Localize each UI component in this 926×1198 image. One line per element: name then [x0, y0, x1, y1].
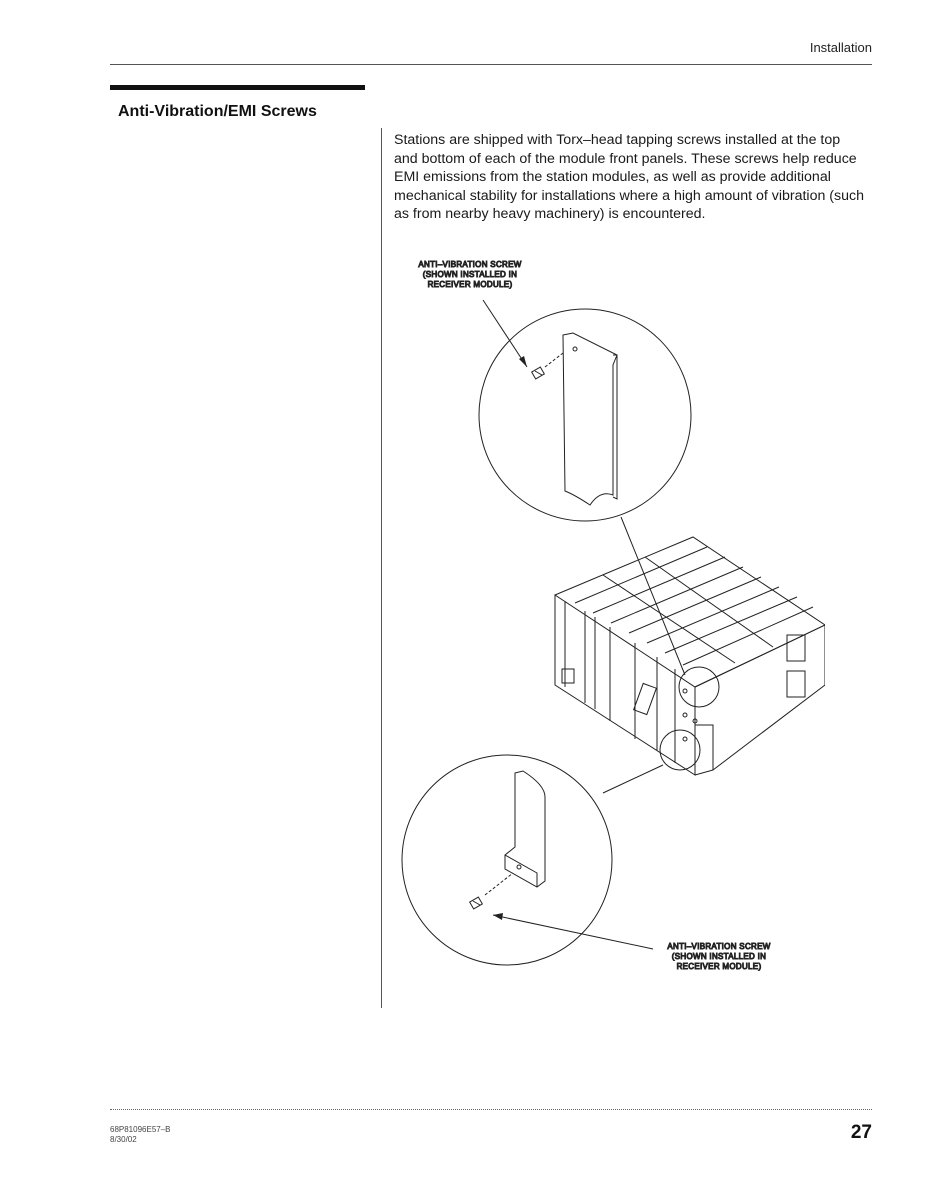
top-detail-circle: [479, 309, 691, 521]
column-divider: [381, 128, 382, 1008]
bottom-detail-screw-path: [485, 873, 513, 895]
bottom-screw-icon: [470, 897, 483, 909]
doc-date: 8/30/02: [110, 1135, 137, 1144]
top-detail-panel-edge: [613, 355, 617, 499]
doc-number: 68P81096E57–B: [110, 1125, 171, 1134]
body-paragraph: Stations are shipped with Torx–head tapping screws installed at the top and bottom of each of the module front panels. These screws help reduce EMI emissions from the station modules, as well as provide additional mechanical stability for installations where a high amount of vibration (such as from nearby heavy machinery) is encountered.: [394, 132, 865, 222]
callout-top-line-3: RECEIVER MODULE): [427, 280, 513, 289]
callout-bottom-line-3: RECEIVER MODULE): [676, 962, 762, 971]
callout-bottom-leader: [493, 915, 653, 949]
top-screw-icon: [532, 367, 545, 379]
callout-bottom-line-2: (SHOWN INSTALLED IN: [671, 952, 767, 961]
bottom-connector-line: [603, 765, 663, 793]
top-detail-screw-path: [545, 353, 563, 367]
rack-top-screw-marker: [679, 667, 719, 707]
bottom-detail-screw-hole: [517, 865, 521, 869]
top-detail-screw-hole: [573, 347, 577, 351]
anti-vibration-screw-figure: [395, 255, 825, 985]
callout-top-leader: [483, 300, 527, 367]
callout-bottom-arrowhead: [493, 913, 503, 920]
header-rule: [110, 64, 872, 65]
section-bar: [110, 85, 365, 90]
page-number: 27: [850, 1122, 872, 1143]
callout-bottom-line-1: ANTI–VIBRATION SCREW: [667, 942, 771, 951]
station-rack: [555, 537, 825, 775]
footer-doc-info: [110, 1125, 171, 1145]
callout-top-line-2: (SHOWN INSTALLED IN: [422, 270, 518, 279]
footer-rule: [110, 1109, 872, 1110]
section-heading: Anti-Vibration/EMI Screws: [118, 103, 317, 120]
running-header: Installation: [809, 40, 872, 55]
callout-top-arrowhead: [519, 356, 527, 367]
rack-bottom-screw-marker: [660, 730, 700, 770]
top-detail-panel: [563, 333, 617, 505]
bottom-detail-panel: [505, 771, 545, 887]
bottom-detail-tab: [505, 855, 537, 887]
callout-top-line-1: ANTI–VIBRATION SCREW: [418, 260, 522, 269]
